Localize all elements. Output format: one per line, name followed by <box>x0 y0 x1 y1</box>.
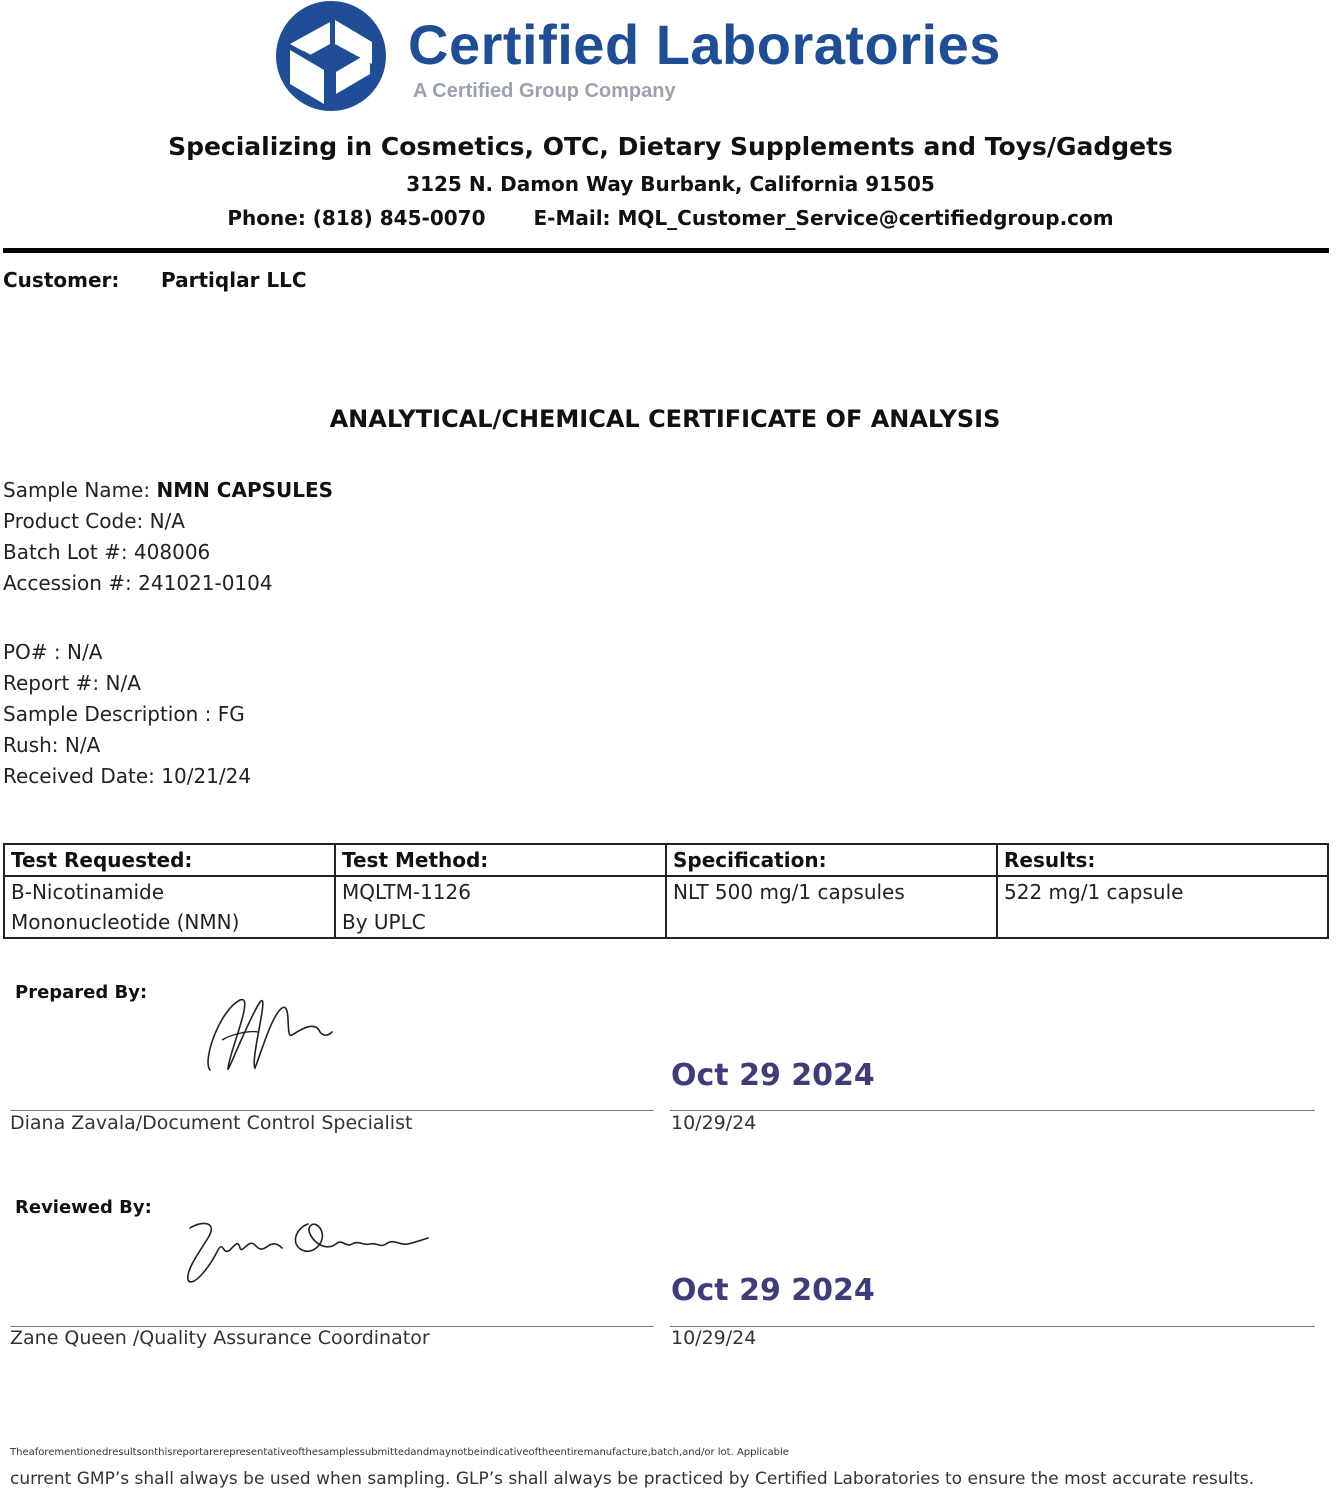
prepared-date: 10/29/24 <box>671 1112 757 1134</box>
specialty-line: Specializing in Cosmetics, OTC, Dietary Supplements and Toys/Gadgets <box>168 132 1173 161</box>
sample-name-line <box>3 476 333 504</box>
header-test-method: Test Method: <box>335 844 666 876</box>
test-line-2: Mononucleotide (NMN) <box>11 910 240 934</box>
sample-description: Sample Description : FG <box>3 702 245 726</box>
product-code: Product Code: N/A <box>3 509 185 533</box>
document-title: ANALYTICAL/CHEMICAL CERTIFICATE OF ANALYSIS <box>329 405 1001 433</box>
reviewed-date: 10/29/24 <box>671 1327 757 1349</box>
reviewed-signature-icon <box>178 1210 438 1290</box>
accession-number: Accession #: 241021-0104 <box>3 571 273 595</box>
sample-name-value: NMN CAPSULES <box>156 478 334 502</box>
batch-lot: Batch Lot #: 408006 <box>3 540 211 564</box>
prepared-by-label: Prepared By: <box>15 982 148 1003</box>
reviewed-name: Zane Queen /Quality Assurance Coordinator <box>10 1327 430 1349</box>
disclaimer <box>10 1440 1340 1492</box>
header-test-requested: Test Requested: <box>4 844 335 876</box>
company-logo-icon <box>272 0 390 112</box>
customer-label: Customer: <box>3 268 120 292</box>
cell-test-method <box>335 876 666 938</box>
prepared-name: Diana Zavala/Document Control Specialist <box>10 1112 413 1134</box>
prepared-name-line <box>10 1110 654 1111</box>
phone-text: Phone: (818) 845-0070 <box>227 206 486 230</box>
disclaimer-line-2: current GMP’s shall always be used when sampling. GLP’s shall always be practiced by Certified Laboratories to ensure the most accurate results. <box>10 1469 1255 1489</box>
brand-name: Certified Laboratories <box>408 13 1001 76</box>
results-table <box>3 843 1329 939</box>
cell-result: 522 mg/1 capsule <box>997 876 1328 938</box>
brand-tagline: A Certified Group Company <box>413 80 676 102</box>
sample-name-label: Sample Name: <box>3 478 157 502</box>
header-specification: Specification: <box>666 844 997 876</box>
disclaimer-line-1: Theaforementionedresultsonthisreportarerepresentativeofthesamplessubmittedandmaynotbeindicativeoftheentiremanufacture,batch,and/or lot. Applicable <box>10 1447 789 1458</box>
cell-test-requested <box>4 876 335 938</box>
table-header-row <box>4 844 1328 876</box>
table-row <box>4 876 1328 938</box>
reviewed-stamp-date: Oct 29 2024 <box>671 1273 875 1308</box>
test-line-1: B-Nicotinamide <box>11 880 165 904</box>
header-divider <box>3 248 1329 253</box>
prepared-signature-icon <box>200 990 340 1080</box>
reviewed-date-line <box>670 1326 1315 1327</box>
address-line: 3125 N. Damon Way Burbank, California 91505 <box>406 172 935 196</box>
prepared-stamp-date: Oct 29 2024 <box>671 1058 875 1093</box>
method-line-1: MQLTM-1126 <box>342 880 471 904</box>
received-date: Received Date: 10/21/24 <box>3 764 252 788</box>
email-text: E-Mail: MQL_Customer_Service@certifiedgroup.com <box>533 206 1114 230</box>
cell-specification: NLT 500 mg/1 capsules <box>666 876 997 938</box>
report-number: Report #: N/A <box>3 671 141 695</box>
method-line-2: By UPLC <box>342 910 426 934</box>
contact-line <box>0 206 1341 230</box>
prepared-date-line <box>670 1110 1315 1111</box>
header-results: Results: <box>997 844 1328 876</box>
customer-value: Partiqlar LLC <box>161 268 307 292</box>
rush: Rush: N/A <box>3 733 101 757</box>
po-number: PO# : N/A <box>3 640 103 664</box>
reviewed-by-label: Reviewed By: <box>15 1197 152 1218</box>
